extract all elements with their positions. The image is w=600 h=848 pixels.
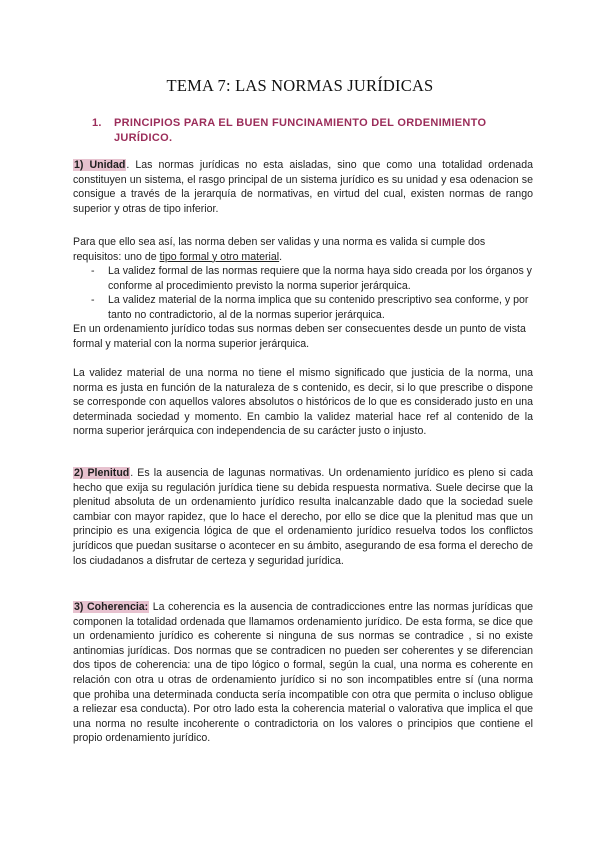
bullet-dash: - <box>91 265 95 277</box>
unidad-sep: . <box>126 159 130 171</box>
bullet-list <box>73 264 533 322</box>
highlight-unidad-label: 1) Unidad <box>74 159 126 171</box>
paragraph-coherencia <box>73 600 533 746</box>
coherencia-text: La coherencia es la ausencia de contradicciones entre las normas jurídicas que componen la totalidad ordenada que llamamos ordenamiento jurídico. De esta forma, se dice que un ordenamiento jurídico es coherente si ninguna de sus normas se contradice , si no existe antinomias jurídicas. Dos normas que se contradicen no pueden ser coherentes y se diferencian dos tipos de coherencia: una de tipo lógico o formal, según la cual, una norma es coherente en relación con otra u otras de ordenamiento jurídico si no son incompatibles entre sí (una norma que prohiba una determinada conducta sería incompatible con otra que permita o incluso obligue a reliezar esa conducta). Por otro lado esta la coherencia material o valorativa que implica el que una norma no resulte incoherente o contradictoria on los valores o principios que contiene el propio ordenamiento jurídico. <box>73 601 533 745</box>
list-item <box>73 293 533 322</box>
section-heading-text: PRINCIPIOS PARA EL BUEN FUNCINAMIENTO DEL ORDENIMIENTO JURÍDICO. <box>114 117 487 144</box>
plenitud-text: Es la ausencia de lagunas normativas. Un ordenamiento jurídico es pleno si cada hecho que exija su regulación jurídica tiene su debida respuesta normativa. Suele decirse que la plenitud absoluta de un ordenamiento jurídico resulta inalcanzable dado que la sociedad suele cambiar con mayor rapidez, que lo hace el derecho, por ello se dice que la plenitud mas que un principio es una exigencia lógica de que el ordenamiento jurídico resuelva todos los conflictos jurídicos que puedan susitarse o acontecer en su ámbito, asegurando de esa forma el derecho de los ciudadanos a disfrutar de certeza y seguridad jurídica. <box>73 467 533 567</box>
paragraph-validez-material: La validez material de una norma no tiene el mismo significado que justicia de la norma, una norma es justa en función de la naturaleza de s contenido, es decir, si lo que prescribe o dispone se corresponde con aquellos valores absolutos o históricos de lo que es considerado justo en una determinada sociedad y momento. En cambio la validez material hace ref al contenido de la norma superior jerárquica con independencia de su carácter justo o injusto. <box>73 367 533 438</box>
requisitos-text-before: Para que ello sea así, las norma deben ser validas y una norma es valida si cumple dos requisitos: uno de <box>73 236 486 263</box>
paragraph-requisitos <box>73 235 533 264</box>
highlight-plenitud-label: 2) Plenitud <box>74 467 130 479</box>
list-item <box>73 264 533 293</box>
bullet-text: La validez material de la norma implica que su contenido prescriptivo sea conforme, y por tanto no contradictorio, al de la normas superior jerárquica. <box>108 294 529 321</box>
paragraph-plenitud <box>73 466 533 568</box>
requisitos-text-after: . <box>279 250 283 263</box>
unidad-text: Las normas jurídicas no esta aisladas, sino que como una totalidad ordenada constituyen un sistema, el rasgo principal de un sistema jurídico es su unidad y esa odenacion se consigue a través de la jerarquía de normativas, en virtud del cual, existen normas de rango superior y otras de tipo inferior. <box>73 159 533 215</box>
page-title: TEMA 7: LAS NORMAS JURÍDICAS <box>166 76 434 95</box>
bullet-text: La validez formal de las normas requiere que la norma haya sido creada por los órganos y conforme al procedimiento previsto la norma superior jerárquica. <box>108 265 532 292</box>
highlight-coherencia-label: 3) Coherencia: <box>74 601 149 613</box>
paragraph-consecuentes: En un ordenamiento jurídico todas sus normas deben ser consecuentes desde un punto de vista formal y material con la norma superior jerárquica. <box>73 323 526 350</box>
paragraph-unidad <box>73 158 533 216</box>
section-heading <box>92 116 522 146</box>
section-number: 1. <box>92 117 102 129</box>
requisitos-underlined: tipo formal y otro material <box>159 250 280 263</box>
plenitud-sep: . <box>130 467 134 479</box>
bullet-dash: - <box>91 294 95 307</box>
